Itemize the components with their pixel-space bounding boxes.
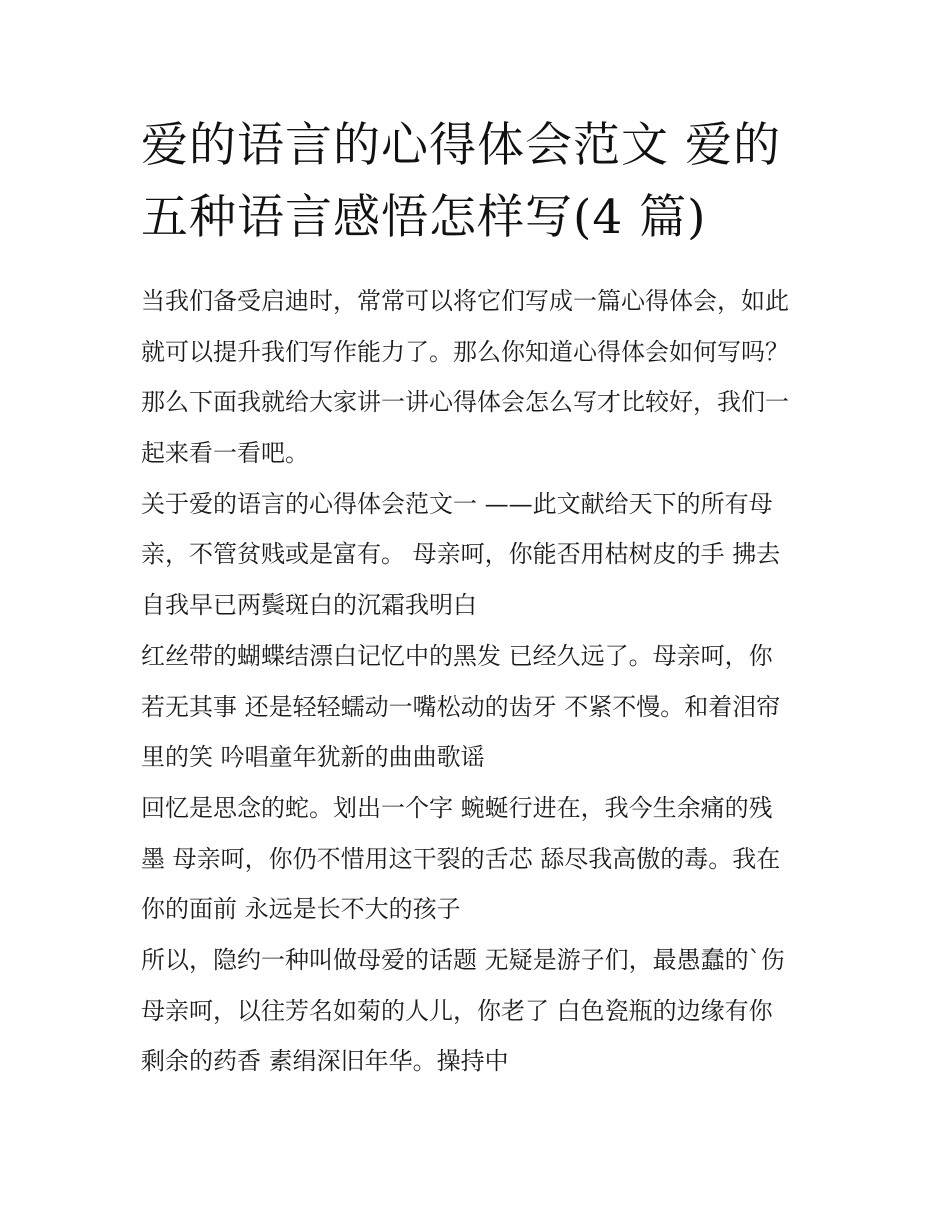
title-line: 爱的语言的心得体会范文 爱的 (141, 118, 781, 173)
body-line: 回忆是思念的蛇。划出一个字 蜿蜒行进在，我今生余痛的残 (141, 793, 773, 822)
document-title (141, 110, 821, 254)
body-line: 若无其事 还是轻轻蠕动一嘴松动的齿牙 不紧不慢。和着泪帘 (141, 692, 781, 721)
body-line: 亲，不管贫贱或是富有。 母亲呵，你能否用枯树皮的手 拂去 (141, 540, 781, 569)
body-line: 自我早已两鬓斑白的沉霜我明白 (141, 591, 477, 620)
body-line: 墨 母亲呵，你仍不惜用这干裂的舌芯 舔尽我高傲的毒。我在 (141, 844, 781, 873)
body-line: 你的面前 永远是长不大的孩子 (141, 895, 461, 924)
body-line: 剩余的药香 素绢深旧年华。操持中 (141, 1047, 509, 1076)
body-line: 就可以提升我们写作能力了。那么你知道心得体会如何写吗？ (141, 337, 789, 366)
body-line: 那么下面我就给大家讲一讲心得体会怎么写才比较好，我们一 (141, 388, 789, 417)
body-line: 所以，隐约一种叫做母爱的话题 无疑是游子们，最愚蠢的`伤 (141, 945, 785, 974)
body-line: 里的笑 吟唱童年犹新的曲曲歌谣 (141, 743, 485, 772)
body-line: 起来看一看吧。 (141, 439, 309, 468)
body-line: 母亲呵，以往芳名如菊的人儿，你老了 白色瓷瓶的边缘有你 (141, 996, 773, 1025)
body-line: 关于爱的语言的心得体会范文一 ——此文献给天下的所有母 (141, 489, 773, 518)
body-line: 红丝带的蝴蝶结漂白记忆中的黑发 已经久远了。母亲呵，你 (141, 641, 773, 670)
title-line: 五种语言感悟怎样写(4 篇) (141, 190, 707, 245)
body-line: 当我们备受启迪时，常常可以将它们写成一篇心得体会，如此 (141, 287, 789, 315)
document-body (141, 276, 821, 1087)
